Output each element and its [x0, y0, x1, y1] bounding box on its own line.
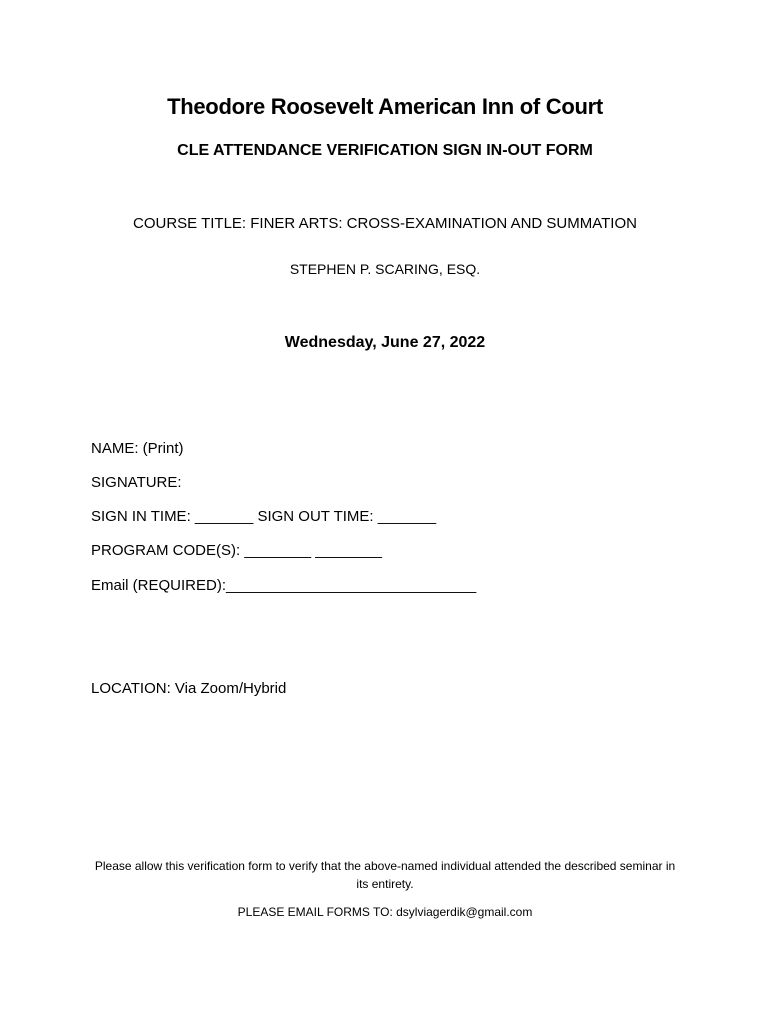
- location-line: LOCATION: Via Zoom/Hybrid: [91, 680, 287, 697]
- name-field: NAME: (Print): [91, 440, 184, 457]
- email-field: Email (REQUIRED):______________________________: [91, 577, 477, 594]
- document-title: Theodore Roosevelt American Inn of Court: [167, 94, 603, 119]
- signature-field: SIGNATURE:: [91, 474, 182, 491]
- presenter-name: STEPHEN P. SCARING, ESQ.: [289, 261, 481, 277]
- verification-note: Please allow this verification form to verify that the above-named individual attended the described seminar in its entirety.: [94, 859, 676, 891]
- course-title: COURSE TITLE: FINER ARTS: CROSS-EXAMINATION AND SUMMATION: [133, 215, 637, 232]
- sign-times-field: SIGN IN TIME: _______ SIGN OUT TIME: _______: [91, 508, 437, 525]
- program-codes-field: PROGRAM CODE(S): ________ ________: [91, 542, 382, 559]
- form-subtitle: CLE ATTENDANCE VERIFICATION SIGN IN-OUT FORM: [177, 142, 593, 159]
- email-instruction: PLEASE EMAIL FORMS TO: dsylviagerdik@gmail.com: [237, 905, 533, 919]
- event-date: Wednesday, June 27, 2022: [284, 334, 486, 351]
